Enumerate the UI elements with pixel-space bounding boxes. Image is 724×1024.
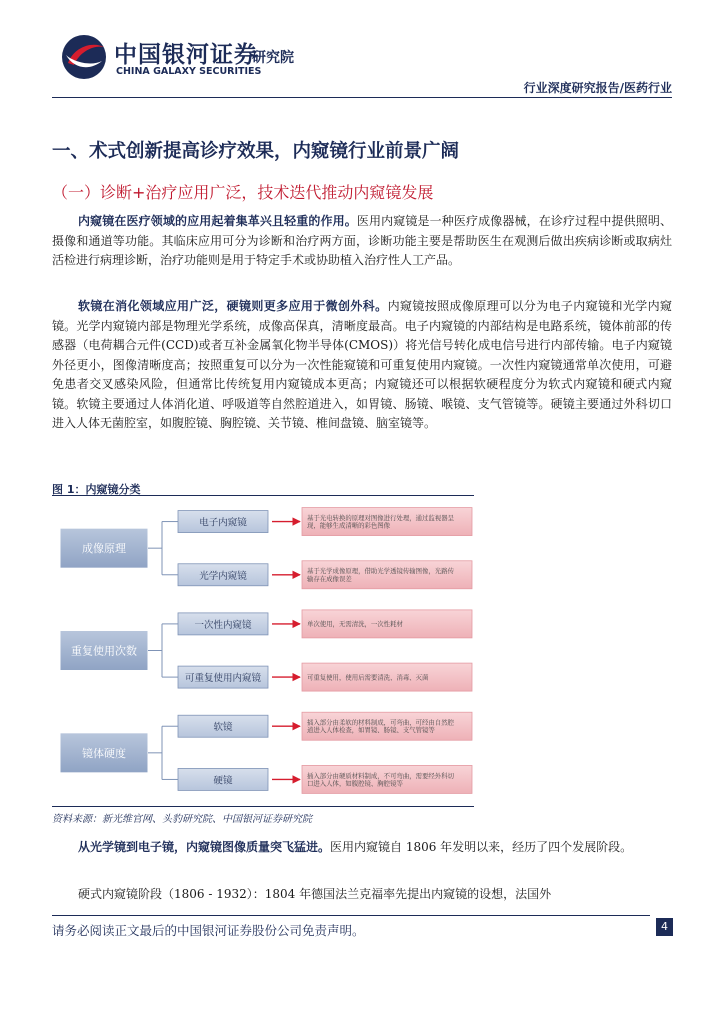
description-text	[307, 718, 455, 735]
subcategory-label: 可重复使用内窥镜	[184, 673, 262, 685]
subcategory-label: 电子内窥镜	[199, 517, 247, 529]
brand-sub-name: 研究院	[252, 50, 294, 66]
paragraph-5	[52, 838, 672, 858]
header-divider	[52, 97, 672, 98]
description-line: 基于光电转换的原理对图像进行处理，通过监视器呈	[307, 513, 454, 522]
description-line: 道进入人体检查，如胃镜、肠镜、支气管镜等	[307, 726, 435, 735]
description-line: 可重复使用，使用后需要清洗、消毒、灭菌	[307, 673, 429, 682]
description-line: 现，能够生成清晰的彩色图像	[307, 521, 391, 530]
description-line: 输存在成像误差	[307, 574, 352, 583]
subcategory-label: 一次性内窥镜	[194, 619, 252, 631]
paragraph-2-text: 内窥镜按照成像原理可以分为电子内窥镜和光学内窥镜。光学内窥镜内部是物理光学系统，成像高保真，清晰度最高。电子内窥镜的内部结构是电路系统，镜体前部的传感器（电荷耦合元件(CCD)或者互补金属氧化物半导体(CMOS)）将光信号转化成电信号进行内部传输。电子内窥镜外径更小，图像清晰度高；按照重复可以分为一次性能窥镜和可重复使用内窥镜。一次性内窥镜通常单次使用，可避免患者交叉感染风险，但通常比传统复用内窥镜成本更高；内窥镜还可以根据软硬程度分为软式内窥镜和硬式内窥镜。软镜主要通过人体消化道、呼吸道等自然腔道进入，如胃镜、肠镜、喉镜、支气管镜等。硬镜主要通过外科切口进入人体无菌腔室，如腹腔镜、胸腔镜、关节镜、椎间盘镜、脑室镜等。	[52, 299, 672, 430]
paragraph-2	[52, 297, 672, 434]
figure-bottom-rule	[52, 806, 474, 807]
description-line: 单次使用，无需清洗，一次性耗材	[307, 620, 403, 629]
footer-divider	[52, 915, 650, 916]
category-label: 重复使用次数	[71, 644, 137, 658]
description-line: 插入部分由硬质材料制成，不可弯曲，需要经外科切	[307, 771, 454, 780]
paragraph-6-text: 硬式内窥镜阶段（1806 - 1932）：1804 年德国法兰克福率先提出内窥镜的设想，法国外	[78, 887, 552, 901]
description-line: 口进入人体，如腹腔镜、胸腔镜等	[307, 779, 403, 788]
paragraph-5-text: 医用内窥镜自 1806 年发明以来，经历了四个发展阶段。	[330, 840, 633, 854]
subcategory-label: 光学内窥镜	[199, 570, 247, 582]
section-heading: 一、术式创新提高诊疗效果，内窥镜行业前景广阔	[52, 141, 460, 162]
figure-source: 资料来源：新光维官网、头豹研究院、中国银河证券研究院	[52, 814, 312, 825]
subcategory-label: 硬镜	[213, 775, 233, 787]
brand-name-en: CHINA GALAXY SECURITIES	[116, 66, 262, 77]
description-line: 基于光学成像原理，借助光学透镜传输图像，光路传	[307, 567, 454, 576]
category-label: 镜体硬度	[82, 746, 126, 760]
paragraph-2-lead: 软镜在消化领域应用广泛，硬镜则更多应用于微创外科。	[78, 299, 388, 313]
paragraph-1-text: 医用内窥镜是一种医疗成像器械，在诊疗过程中提供照明、摄像和通道等功能。其临床应用可分为诊断和治疗两方面，诊断功能主要是帮助医生在观测后做出疾病诊断或取病灶活检进行病理诊断，治疗功能则是用于特定手术或协助植入治疗性人工产品。	[52, 214, 672, 267]
subsection-heading: （一）诊断+治疗应用广泛，技术迭代推动内窥镜发展	[52, 183, 434, 202]
paragraph-5-lead: 从光学镜到电子镜，内窥镜图像质量突飞猛进。	[78, 840, 331, 854]
description-line: 插入部分由柔软的材料制成，可弯曲，可经由自然腔	[307, 718, 454, 727]
footer-disclaimer: 请务必阅读正文最后的中国银河证券股份公司免责声明。	[52, 923, 365, 938]
endoscope-classification-diagram	[52, 497, 474, 804]
subcategory-label: 软镜	[213, 722, 233, 734]
description-text	[307, 619, 403, 628]
paragraph-6	[52, 885, 672, 905]
brand-name-cn: 中国银河证券	[114, 42, 258, 68]
figure-top-rule	[52, 495, 474, 496]
figure-title: 图 1：内窥镜分类	[52, 483, 141, 496]
galaxy-logo-icon	[60, 33, 108, 81]
paragraph-1	[52, 212, 672, 271]
report-type: 行业深度研究报告/医药行业	[523, 81, 672, 95]
description-text	[307, 672, 429, 681]
page-number: 4	[656, 918, 673, 936]
paragraph-1-lead: 内窥镜在医疗领域的应用起着集革兴且轻重的作用。	[78, 214, 357, 228]
category-label: 成像原理	[82, 542, 126, 556]
